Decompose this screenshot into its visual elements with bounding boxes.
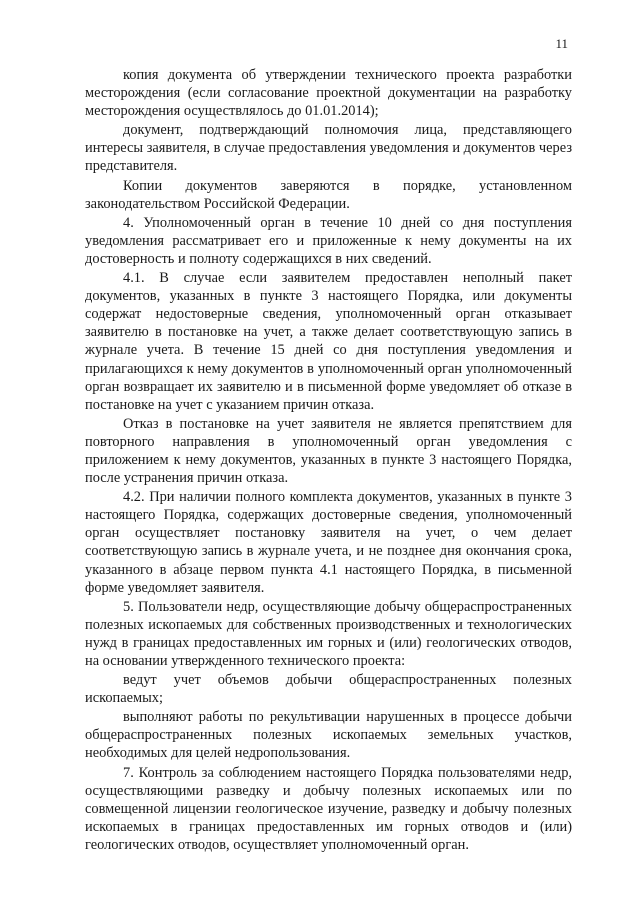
paragraph-reclamation-works: выполняют работы по рекультивации нарушенных в процессе добычи общераспространенных полезных ископаемых земельных участков, необходимых для целей недропользования. [85, 709, 572, 762]
paragraph-production-accounting: ведут учет объемов добычи общераспространенных полезных ископаемых; [85, 672, 572, 707]
paragraph-project-approval-copy: копия документа об утверждении технического проекта разработки месторождения (если согласование проектной документации на разработку месторождения осуществлялось до 01.01.2014); [85, 67, 572, 120]
paragraph-item-5: 5. Пользователи недр, осуществляющие добычу общераспространенных полезных ископаемых для собственных производственных и технологических нужд в границах предоставленных им горных и (или) геологических отводов, на основании утвержденного технического проекта: [85, 598, 572, 669]
paragraph-authority-document: документ, подтверждающий полномочия лица, представляющего интересы заявителя, в случае предоставления уведомления и документов через представителя. [85, 122, 572, 175]
paragraph-copies-certification: Копии документов заверяются в порядке, установленном законодательством Российской Федерации. [85, 177, 572, 212]
paragraph-item-4-2: 4.2. При наличии полного комплекта документов, указанных в пункте 3 настоящего Порядка, содержащих достоверные сведения, уполномоченный орган осуществляет постановку заявителя на учет, о чем делает соответствующую запись в журнале учета, и не позднее дня окончания срока, указанного в абзаце первом пункта 4.1 настоящего Порядка, в письменной форме уведомляет заявителя. [85, 489, 572, 596]
paragraph-item-4: 4. Уполномоченный орган в течение 10 дней со дня поступления уведомления рассматривает его и приложенные к нему документы на их достоверность и полноту содержащихся в них сведений. [85, 214, 572, 267]
page-number: 11 [555, 36, 568, 51]
paragraph-item-7: 7. Контроль за соблюдением настоящего Порядка пользователями недр, осуществляющими разведку и добычу полезных ископаемых или по совмещенной лицензии геологическое изучение, разведку и добычу полезных ископаемых в границах предоставленных им горных отводов и (или) геологических отводов, осуществляет уполномоченный орган. [85, 764, 572, 853]
paragraph-refusal-note: Отказ в постановке на учет заявителя не является препятствием для повторного направления в уполномоченный орган уведомления с приложением к нему документов, указанных в пункте 3 настоящего Порядка, после устранения причин отказа. [85, 415, 572, 487]
paragraph-item-4-1: 4.1. В случае если заявителем предоставлен неполный пакет документов, указанных в пункте 3 настоящего Порядка, или документы содержат недостоверные сведения, уполномоченный орган отказывает заявителю в постановке на учет, а также делает соответствующую запись в журнале учета. В течение 15 дней со дня поступления уведомления и прилагающихся к нему документов в уполномоченный орган уполномоченный орган возвращает их заявителю и в письменной форме уведомляет об отказе в постановке на учет с указанием причин отказа. [85, 270, 572, 413]
document-body [85, 66, 572, 855]
